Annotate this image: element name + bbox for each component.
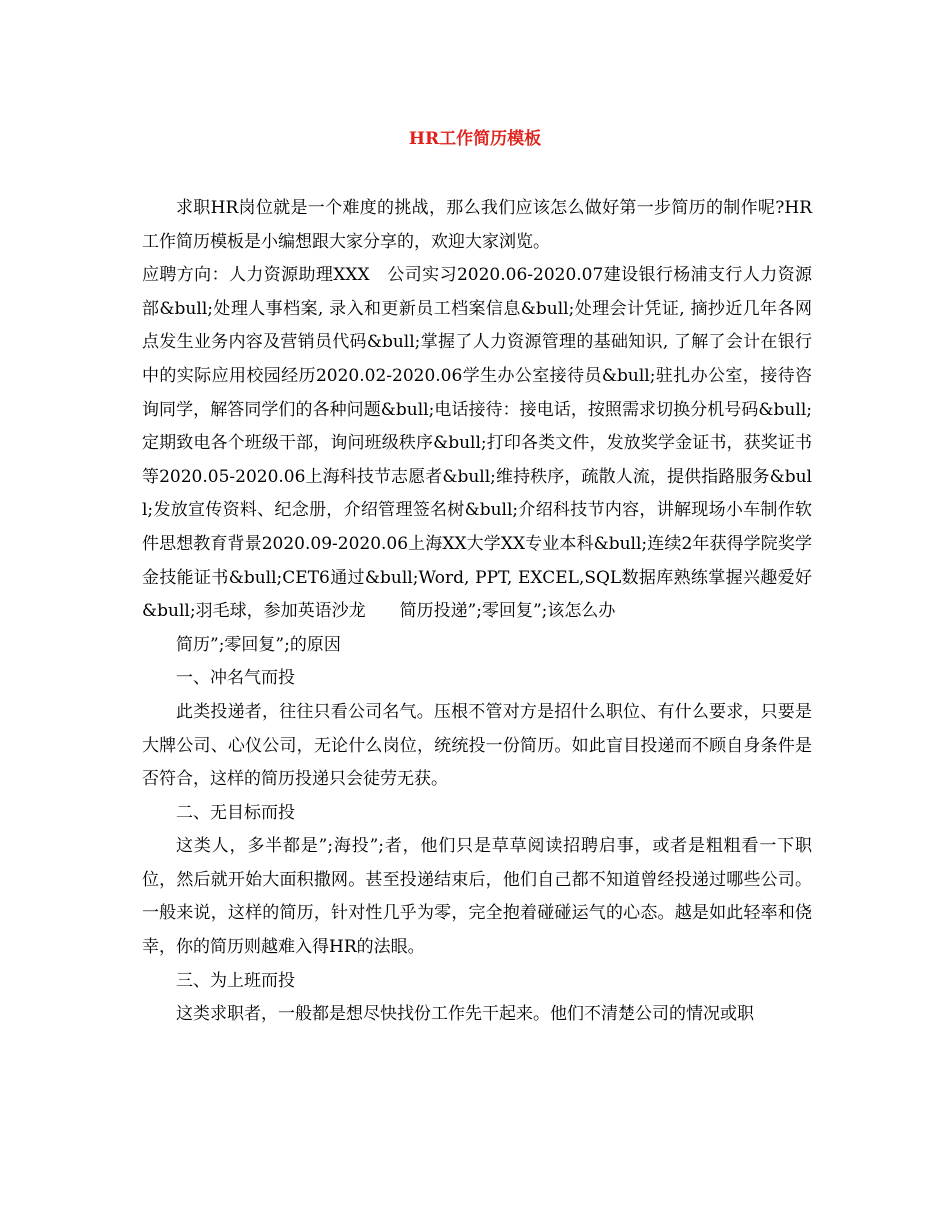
section-paragraph-2: 这类人，多半都是”;海投”;者，他们只是草草阅读招聘启事，或者是粗粗看一下职位，然后就开始大面积撒网。甚至投递结束后，他们自己都不知道曾经投递过哪些公司。一般来说，这样的简历，针对性几乎为零，完全抱着碰碰运气的心态。越是如此轻率和侥幸，你的简历则越难入得HR的法眼。 [142, 836, 812, 958]
document-title: HR工作简历模板 [408, 129, 542, 149]
resume-content-paragraph: 应聘方向：人力资源助理XXX 公司实习2020.06-2020.07建设银行杨浦支行人力资源部&bull;处理人事档案, 录入和更新员工档案信息&bull;处理会计凭证, 摘抄近几年各网点发生业务内容及营销员代码&bull;掌握了人力资源管理的基础知识, 了解了会计在银行中的实际应用校园经历2020.02-2020.06学生办公室接待员&bull;驻扎办公室，接待咨询同学，解答同学们的各种问题&bull;电话接待：接电话，按照需求切换分机号码&bull;定期致电各个班级干部，询问班级秩序&bull;打印各类文件，发放奖学金证书，获奖证书等2020.05-2020.06上海科技节志愿者&bull;维持秩序，疏散人流，提供指路服务&bull;发放宣传资料、纪念册，介绍管理签名树&bull;介绍科技节内容，讲解现场小车制作软件思想教育背景2020.09-2020.06上海XX大学XX专业本科&bull;连续2年获得学院奖学金技能证书&bull;CET6通过&bull;Word, PPT, EXCEL,SQL数据库熟练掌握兴趣爱好&bull;羽毛球，参加英语沙龙 简历投递”;零回复”;该怎么办 [142, 265, 812, 622]
document-body [142, 192, 812, 1032]
intro-paragraph: 求职HR岗位就是一个难度的挑战，那么我们应该怎么做好第一步简历的制作呢?HR工作简历模板是小编想跟大家分享的，欢迎大家浏览。 [142, 198, 812, 252]
section-heading-3: 三、为上班而投 [176, 970, 295, 991]
section-paragraph-1: 此类投递者，往往只看公司名气。压根不管对方是招什么职位、有什么要求，只要是大牌公司、心仪公司，无论什么岗位，统统投一份简历。如此盲目投递而不顾自身条件是否符合，这样的简历投递只会徒劳无获。 [142, 701, 812, 790]
section-heading-2: 二、无目标而投 [176, 802, 295, 823]
section-paragraph-3: 这类求职者，一般都是想尽快找份工作先干起来。他们不清楚公司的情况或职 [176, 1004, 754, 1025]
section-heading-1: 一、冲名气而投 [176, 668, 295, 689]
reasons-heading: 简历”;零回复”;的原因 [176, 634, 341, 655]
